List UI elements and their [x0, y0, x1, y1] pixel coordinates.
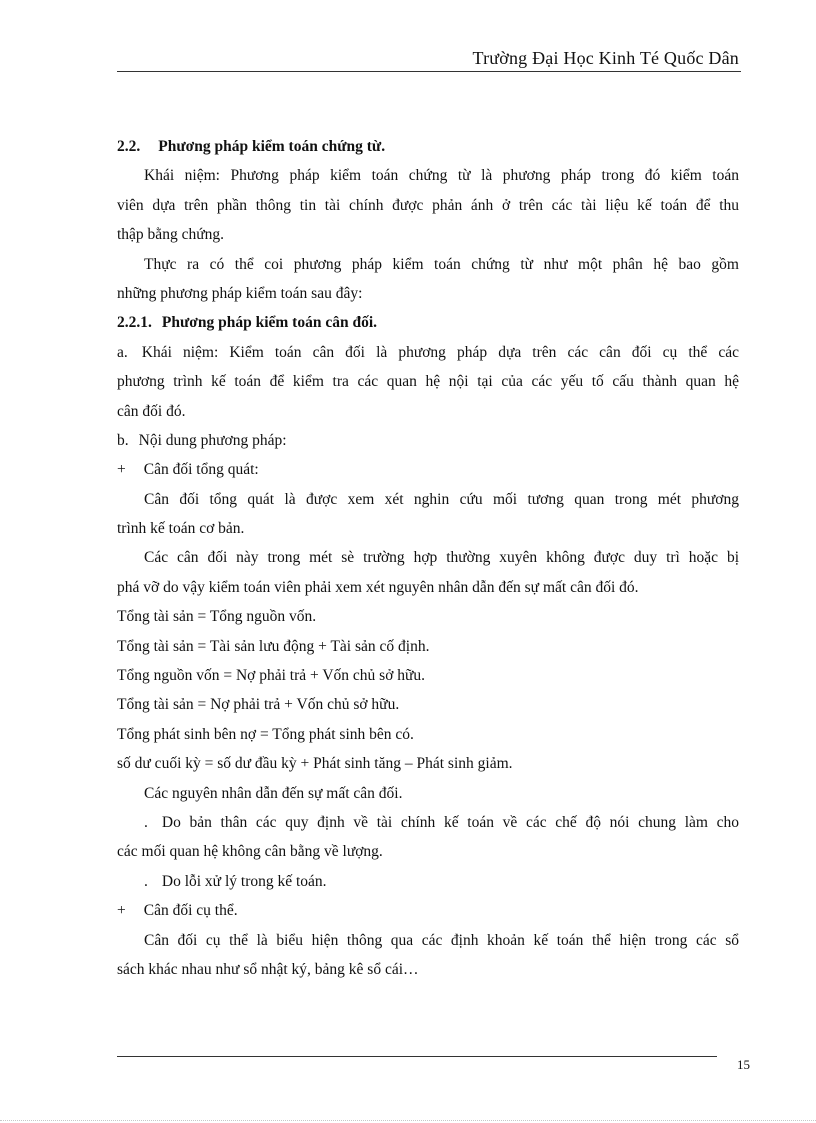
concept-line-2: viên dựa trên phần thông tin tài chính được phản ánh ở trên các tài liệu kế toán để thu	[117, 196, 739, 214]
header-title: Trường Đại Học Kinh Té Quốc Dân	[472, 48, 739, 68]
section-heading	[117, 132, 739, 161]
specific-bullet: +	[117, 902, 126, 920]
section-title: Phương pháp kiểm toán chứng từ.	[158, 138, 386, 155]
footer-rule	[117, 1056, 717, 1057]
equation-4: Tổng tài sản = Nợ phải trả + Vốn chủ sở hữu.	[117, 696, 400, 714]
item-b-label: b.	[117, 431, 129, 449]
equation-1: Tổng tài sản = Tổng nguồn vốn.	[117, 608, 317, 626]
item-a-label: a.	[117, 343, 128, 361]
general-heading-text: Cân đối tổng quát:	[143, 461, 259, 479]
subsection-heading	[117, 308, 739, 337]
equation-3: Tổng nguồn vốn = Nợ phải trả + Vốn chủ sở hữu.	[117, 667, 426, 685]
intro-line-1: Thực ra có thể coi phương pháp kiểm toán chứng từ như một phân hệ bao gồm	[144, 255, 739, 273]
section-number: 2.2.	[117, 138, 141, 155]
item-a-line-3: cân đối đó.	[117, 402, 186, 420]
page-number: 15	[737, 1057, 750, 1072]
cause-2-dot: .	[144, 872, 148, 890]
specific-heading	[117, 896, 739, 925]
specific-heading-text: Cân đối cụ thể.	[143, 902, 238, 920]
cause-1-dot: .	[144, 813, 148, 831]
general-p2-line-2: phá vỡ do vậy kiểm toán viên phải xem xét nguyên nhân dẫn đến sự mất cân đối đó.	[117, 578, 639, 596]
page-edge-divider	[0, 1120, 816, 1121]
general-p1-line-2: trình kế toán cơ bản.	[117, 520, 245, 538]
equation-2: Tổng tài sản = Tài sản lưu động + Tài sản cố định.	[117, 637, 430, 655]
cause-1-line-1	[117, 808, 739, 837]
specific-line-1: Cân đối cụ thể là biểu hiện thông qua các định khoản kế toán thể hiện trong các sổ	[144, 931, 739, 949]
item-a-line-2: phương trình kế toán để kiểm tra các quan hệ nội tại của các yếu tố cấu thành quan hệ	[117, 373, 739, 391]
page-body	[117, 132, 739, 984]
general-p2-line-1: Các cân đối này trong mét sè trường hợp thường xuyên không được duy trì hoặc bị	[144, 549, 739, 567]
concept-line-1: Khái niệm: Phương pháp kiểm toán chứng từ là phương pháp trong đó kiểm toán	[144, 167, 739, 185]
general-heading	[117, 455, 739, 484]
header-rule	[117, 71, 741, 72]
general-p1-line-1: Cân đối tổng quát là được xem xét nghin cứu mối tương quan trong mét phương	[144, 490, 739, 508]
cause-2-text: Do lỗi xử lý trong kế toán.	[161, 872, 327, 890]
item-a-text: Khái niệm: Kiểm toán cân đối là phương pháp dựa trên các cân đối cụ thể các	[141, 343, 739, 361]
concept-line-3: thập bằng chứng.	[117, 226, 224, 244]
item-b-line	[117, 426, 739, 455]
cause-1-text: Do bản thân các quy định về tài chính kế toán về các chế độ nói chung làm cho	[161, 813, 739, 831]
cause-2-line	[117, 867, 739, 896]
equation-6: số dư cuối kỳ = số dư đầu kỳ + Phát sinh tăng – Phát sinh giảm.	[117, 755, 513, 773]
equation-5: Tổng phát sinh bên nợ = Tổng phát sinh bên có.	[117, 725, 414, 743]
specific-line-2: sách khác nhau như sổ nhật ký, bảng kê sổ cái…	[117, 960, 419, 978]
subsection-title: Phương pháp kiểm toán cân đối.	[161, 314, 378, 332]
general-bullet: +	[117, 461, 126, 479]
causes-heading: Các nguyên nhân dẫn đến sự mất cân đối.	[144, 784, 403, 802]
item-b-text: Nội dung phương pháp:	[138, 431, 287, 449]
intro-line-2: những phương pháp kiểm toán sau đây:	[117, 284, 363, 302]
subsection-number: 2.2.1.	[117, 314, 152, 332]
item-a-line-1	[117, 338, 739, 367]
cause-1-line-2: các mối quan hệ không cân bằng về lượng.	[117, 843, 383, 861]
